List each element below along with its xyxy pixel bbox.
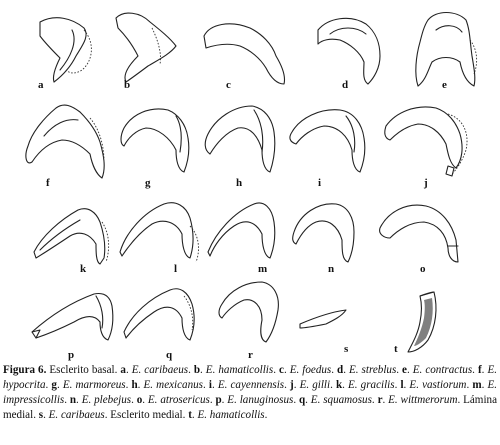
caption-letter-b: b: [193, 364, 201, 376]
drawing-i: [290, 110, 365, 172]
caption-species-o: E. atrosericus: [147, 394, 210, 406]
caption-letter-j: j: [289, 379, 294, 391]
caption-letter-k: k: [335, 379, 343, 391]
panel-label-c: c: [226, 79, 231, 91]
caption-letter-s: s: [38, 409, 44, 421]
caption-letter-i: i: [208, 379, 212, 391]
caption-species-s: E. caribaeus: [48, 409, 105, 421]
drawing-d: [318, 18, 380, 84]
drawing-c: [204, 24, 285, 84]
drawing-p: [32, 294, 113, 341]
panel-label-r: r: [248, 349, 253, 361]
panel-label-s: s: [344, 343, 349, 355]
caption-species-a: E. caribaeus: [131, 364, 189, 376]
caption-letter-d: d: [337, 364, 344, 376]
drawing-q: [124, 289, 194, 340]
panel-label-m: m: [258, 263, 268, 275]
caption-lamina: Lámina medial.: [3, 394, 497, 421]
caption-letter-t: t: [188, 409, 192, 421]
caption-letter-e: e: [402, 364, 407, 376]
drawing-k: [34, 209, 109, 264]
drawing-n: [293, 204, 354, 262]
caption-species-q: E. squamosus: [310, 394, 372, 406]
caption-species-j: E. gilli: [299, 379, 331, 391]
drawing-j: [385, 107, 467, 176]
drawing-t: [408, 292, 436, 352]
caption-letter-f: f: [477, 364, 482, 376]
caption-letter-q: q: [298, 394, 306, 406]
caption-species-i: E. cayennensis: [217, 379, 285, 391]
caption-letter-m: m: [472, 379, 482, 391]
caption-species-c: E. foedus: [289, 364, 332, 376]
drawing-b: [116, 13, 176, 82]
caption-letter-r: r: [377, 394, 383, 406]
caption-species-f: E. hypocrita: [3, 364, 497, 391]
caption-species-b: E. hamaticollis: [205, 364, 274, 376]
panel-label-n: n: [328, 263, 335, 275]
panel-label-g: g: [145, 177, 151, 189]
caption-species-e: E. contractus: [412, 364, 473, 376]
drawing-l: [120, 203, 198, 262]
drawing-h: [205, 106, 275, 172]
drawing-a: [40, 18, 91, 82]
caption-species-t: E. hamaticollis: [197, 409, 265, 421]
caption-letter-g: g: [51, 379, 57, 391]
panel-label-b: b: [124, 79, 131, 91]
panel-label-i: i: [318, 177, 322, 189]
caption-letter-h: h: [131, 379, 138, 391]
caption-letter-a: a: [120, 364, 126, 376]
caption-species-p: E. lanuginosus: [227, 394, 294, 406]
caption-letter-c: c: [279, 364, 284, 376]
panel-label-h: h: [236, 177, 243, 189]
panel-label-l: l: [174, 263, 178, 275]
drawing-f: [26, 105, 104, 178]
caption-species-m: E. impressicollis: [3, 379, 498, 406]
caption-species-r: E. wittmerorum: [388, 394, 458, 406]
caption-species-d: E. streblus: [348, 364, 397, 376]
caption-species-n: E. plebejus: [81, 394, 132, 406]
caption-letter-p: p: [215, 394, 222, 406]
drawing-r: [219, 282, 278, 342]
panel-label-a: a: [38, 79, 44, 91]
caption-letter-l: l: [400, 379, 404, 391]
panel-label-j: j: [424, 177, 428, 189]
panel-label-o: o: [420, 263, 426, 275]
caption-species-g: E. marmoreus: [62, 379, 126, 391]
caption-letter-o: o: [136, 394, 143, 406]
caption-species-k: E. gracilis: [348, 379, 395, 391]
panel-label-e: e: [442, 79, 447, 91]
panel-label-t: t: [394, 343, 398, 355]
figure-label: Figura 6.: [3, 364, 47, 376]
drawing-m: [208, 203, 275, 258]
caption-title: Esclerito basal.: [49, 364, 118, 376]
drawing-s: [300, 310, 346, 328]
caption-letter-n: n: [69, 394, 77, 406]
panel-label-k: k: [80, 263, 87, 275]
drawing-o: [380, 205, 458, 262]
caption-esclerito: Esclerito medial.: [110, 409, 186, 421]
panel-label-d: d: [342, 79, 349, 91]
drawing-e: [416, 13, 477, 87]
panel-label-f: f: [46, 177, 50, 189]
drawing-g: [121, 109, 189, 172]
panel-label-q: q: [166, 349, 173, 361]
caption-species-l: E. vastiorum: [409, 379, 467, 391]
figure-caption: Figura 6. Esclerito basal. a. E. caribaeus. b. E. hamaticollis. c. E. foedus. d. E. streblus. e. E. contractus. f. E. hypocrita. g. E. marmoreus. h. E. mexicanus. i. E. cayennensis. j. E. gilli. k. E. gracilis. l. E. vastiorum. m. E. impressicollis. n. E. plebejus. o. E. atrosericus. p. E. lanuginosus. q. E. squamosus. r. E. wittmerorum. Lámina medial. s. E. caribaeus. Esclerito medial. t. E. hamaticollis.: [3, 364, 498, 421]
panel-label-p: p: [68, 349, 75, 361]
caption-species-h: E. mexicanus: [143, 379, 204, 391]
